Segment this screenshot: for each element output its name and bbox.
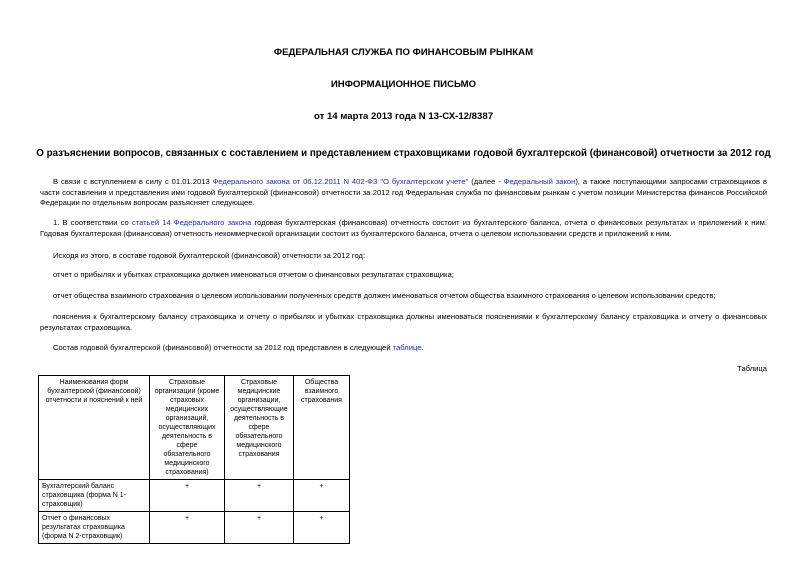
agency-title: ФЕДЕРАЛЬНАЯ СЛУЖБА ПО ФИНАНСОВЫМ РЫНКАМ [273, 47, 534, 58]
p1-text-b: годовая бухгалтерская (финансовая) отчетность состоит из бухгалтерского баланса, отчета о финансовых результатах и приложений к ним. Годовая бухгалтерская (финансовая) отчетность некоммерческой организации состоит из бухгалтерского баланса, отчета о целевом использовании средств и приложений к ним. [40, 218, 767, 238]
document-type: ИНФОРМАЦИОННОЕ ПИСЬМО [330, 79, 477, 90]
composition-text-b: . [421, 343, 424, 352]
row-mark: + [150, 512, 225, 544]
article-14-link[interactable]: статьей 14 Федерального закона [131, 218, 252, 227]
intro-text-b: (далее - [468, 177, 504, 186]
paragraph-mutual-insurance: отчет общества взаимного страхования о целевом использовании полученных средств должен именоваться отчетом общества взаимного страхования о целевом использовании средств; [53, 291, 716, 300]
table-header-row [39, 376, 350, 480]
federal-law-link[interactable]: Федеральный закон [503, 177, 576, 186]
row-mark: + [150, 480, 225, 512]
paragraph-consequence: Исходя из этого, в составе годовой бухгалтерской (финансовой) отчетности за 2012 год: [53, 251, 366, 260]
table-link[interactable]: таблице [392, 343, 422, 352]
table-caption: Таблица [737, 364, 767, 373]
law-402-link[interactable]: Федерального закона от 06.12.2011 N 402-ФЗ "О бухгалтерском учете" [212, 177, 469, 186]
document-subject: О разъяснении вопросов, связанных с составлением и представлением страховщиками годовой бухгалтерской (финансовой) отчетности за 2012 год [36, 148, 771, 159]
header-insurance-orgs: Страховые организации (кроме страховых медицинских организаций, осуществляющих деятельность в сфере обязательного медицинского страхования) [150, 376, 225, 480]
row-form-name: Бухгалтерский баланс страховщика (форма N 1-страховщик) [39, 480, 150, 512]
document-date-number: от 14 марта 2013 года N 13-СХ-12/8387 [313, 111, 494, 122]
header-mutual-insurance: Общества взаимного страхования [294, 376, 350, 480]
paragraph-1 [40, 218, 767, 239]
intro-text-c: ), а также поступающими запросами страховщиков в части составления и представления ими годовой бухгалтерской (финансовой) отчетности за 2012 год Федеральная служба по финансовым рынкам с учетом позиции Министерства финансов Российской Федерации по отдельным вопросам разъясняет следующее. [40, 177, 767, 208]
paragraph-profit-loss: отчет о прибылях и убытках страховщика должен именоваться отчетом о финансовых результатах страховщика; [53, 270, 454, 279]
row-mark: + [294, 480, 350, 512]
paragraph-intro [40, 177, 767, 209]
table-row [39, 512, 350, 544]
p1-text-a: 1. В соответствии со [53, 218, 132, 227]
row-mark: + [225, 480, 294, 512]
header-form-names: Наименования форм бухгалтерской (финансовой) отчетности и пояснений к ней [39, 376, 150, 480]
composition-text-a: Состав годовой бухгалтерской (финансовой) отчетности за 2012 год представлен в следующей [53, 343, 393, 352]
row-mark: + [294, 512, 350, 544]
paragraph-explanations: пояснения к бухгалтерскому балансу страховщика и отчету о прибылях и убытках страховщика должны именоваться пояснениями к бухгалтерскому балансу страховщика и отчету о финансовых результатах страховщика. [40, 312, 767, 332]
header-medical-insurance-orgs: Страховые медицинские организации, осуществляющие деятельность в сфере обязательного медицинского страхования [225, 376, 294, 480]
table-row [39, 480, 350, 512]
intro-text-a: В связи с вступлением в силу с 01.01.2013 [53, 177, 213, 186]
row-form-name: Отчет о финансовых результатах страховщика (форма N 2-страховщик) [39, 512, 150, 544]
paragraph-composition [40, 343, 767, 354]
reporting-forms-table [38, 375, 350, 544]
row-mark: + [225, 512, 294, 544]
